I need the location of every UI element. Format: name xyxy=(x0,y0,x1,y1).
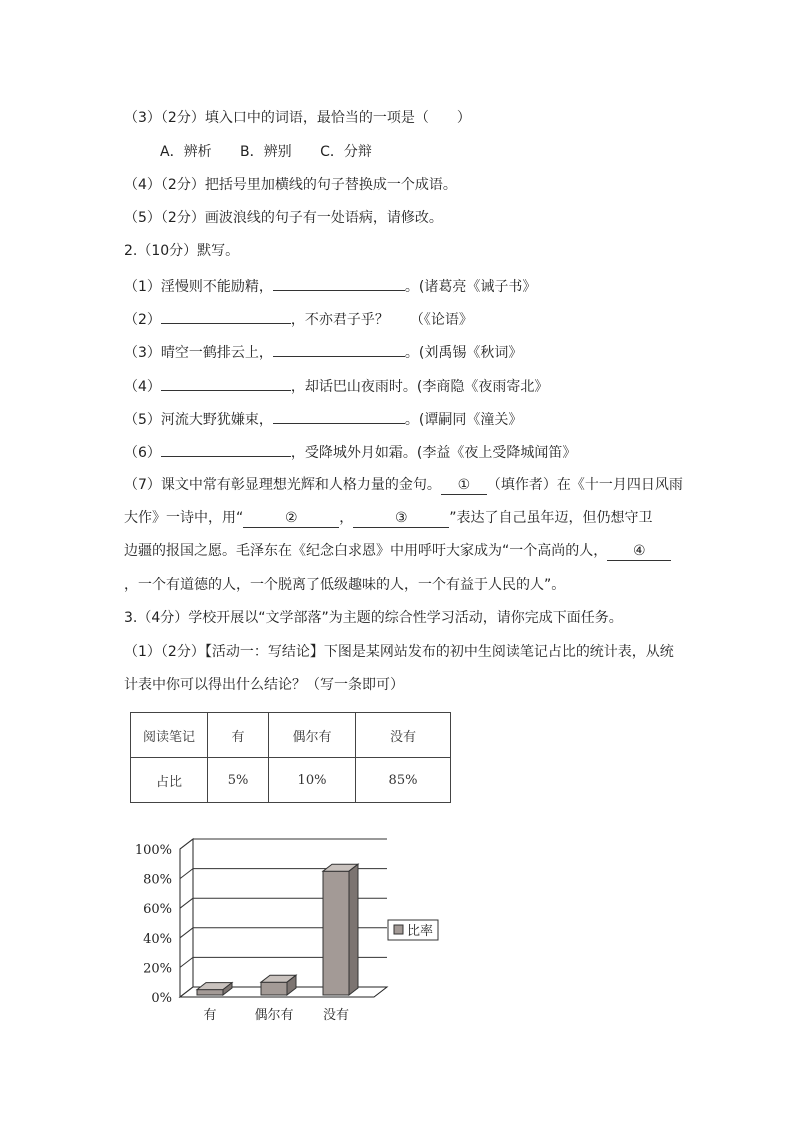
q2-item-2-pre: （2） xyxy=(124,312,161,328)
q2-item-1 xyxy=(124,275,536,297)
answer-blank-6[interactable] xyxy=(161,441,291,457)
option-a: A．辨析 xyxy=(160,144,212,160)
table-cell: 5% xyxy=(208,758,269,803)
y-tick-label: 0% xyxy=(151,991,172,1006)
q2-item-7-line3 xyxy=(124,541,671,561)
q2-item-7-l2-post: ”表达了自己虽年迈，但仍想守卫 xyxy=(449,510,653,526)
y-tick-label: 80% xyxy=(143,872,172,888)
table-cell: 85% xyxy=(356,758,451,803)
answer-blank-7-4[interactable]: ④ xyxy=(607,542,671,561)
reading-notes-chart xyxy=(128,832,458,1027)
answer-blank-4[interactable] xyxy=(161,375,291,391)
table-row xyxy=(131,758,451,803)
answer-blank-5[interactable] xyxy=(273,408,405,424)
y-tick-label: 20% xyxy=(143,961,172,977)
table-header-cell: 没有 xyxy=(356,713,451,758)
q2-item-3-pre: （3）晴空一鹤排云上， xyxy=(124,345,273,361)
q2-item-1-post: 。(诸葛亮《诫子书》 xyxy=(404,279,537,295)
q3-title: 3.（4分）学校开展以“文学部落”为主题的综合性学习活动，请你完成下面任务。 xyxy=(124,610,623,626)
q2-item-3 xyxy=(124,341,522,363)
q2-item-7-l2-mid: ， xyxy=(339,510,354,526)
table-cell: 10% xyxy=(269,758,356,803)
q2-item-7-l3-pre: 边疆的报国之愿。毛泽东在《纪念白求恩》中用呼吁大家成为“一个高尚的人， xyxy=(124,543,608,559)
q3-sub1-line1: （1）（2分）【活动一：写结论】下图是某网站发布的初中生阅读笔记占比的统计表，从统 xyxy=(124,644,674,660)
q2-item-5-post: 。(谭嗣同《潼关》 xyxy=(404,412,523,428)
q2-item-5-pre: （5）河流大野犹嫌束， xyxy=(124,412,273,428)
q1-options xyxy=(160,142,372,162)
q2-item-4 xyxy=(124,375,548,397)
q1-sub4: （4）（2分）把括号里加横线的句子替换成一个成语。 xyxy=(124,177,457,193)
y-tick-label: 60% xyxy=(143,902,172,918)
table-header-cell: 有 xyxy=(208,713,269,758)
y-tick-label: 40% xyxy=(143,931,172,947)
q2-item-7-l2-pre: 大作》一诗中，用“ xyxy=(124,510,244,526)
reading-notes-table xyxy=(130,712,451,803)
q2-item-5 xyxy=(124,408,522,430)
q2-title: 2.（10分）默写。 xyxy=(124,243,240,259)
q2-item-2 xyxy=(124,308,473,330)
chart-side-wall xyxy=(180,839,193,997)
x-tick-label: 偶尔有 xyxy=(254,1008,294,1023)
bar xyxy=(261,982,287,995)
q2-item-2-post: ，不亦君子乎？ （《论语》 xyxy=(290,312,473,328)
y-tick-label: 100% xyxy=(134,843,172,858)
option-c: C．分辩 xyxy=(320,144,372,160)
q2-item-7-l1-post: （填作者）在《十一月四日风雨 xyxy=(486,477,683,493)
table-header-cell: 阅读笔记 xyxy=(131,713,208,758)
answer-blank-7-2[interactable]: ② xyxy=(243,509,339,528)
answer-blank-3[interactable] xyxy=(273,341,405,357)
legend-label: 比率 xyxy=(407,924,434,939)
q2-item-7-line1 xyxy=(124,475,683,495)
answer-blank-1[interactable] xyxy=(273,275,405,291)
table-header-cell: 偶尔有 xyxy=(269,713,356,758)
q2-item-4-pre: （4） xyxy=(124,379,161,395)
table-header-row xyxy=(131,713,451,758)
q3-sub1-line2: 计表中你可以得出什么结论？（写一条即可） xyxy=(124,677,404,693)
q2-item-4-post: ，却话巴山夜雨时。(李商隐《夜雨寄北》 xyxy=(290,379,549,395)
bar xyxy=(323,871,349,995)
q1-sub5: （5）（2分）画波浪线的句子有一处语病，请修改。 xyxy=(124,210,443,226)
table-cell: 占比 xyxy=(131,758,208,803)
q2-item-6 xyxy=(124,441,576,463)
x-tick-label: 有 xyxy=(203,1008,217,1023)
q2-item-3-post: 。(刘禹锡《秋词》 xyxy=(404,345,523,361)
option-b: B．辨别 xyxy=(240,144,292,160)
q2-item-6-post: ，受降城外月如霜。(李益《夜上受降城闻笛》 xyxy=(290,445,577,461)
q1-sub3: （3）（2分）填入口中的词语，最恰当的一项是（ ） xyxy=(124,110,471,126)
answer-blank-2[interactable] xyxy=(161,308,291,324)
bar xyxy=(197,990,223,995)
q2-item-7-line2 xyxy=(124,508,653,528)
bar-side xyxy=(349,864,358,995)
q2-item-7-l1-pre: （7）课文中常有彰显理想光辉和人格力量的金句。 xyxy=(124,477,441,493)
answer-blank-7-1[interactable]: ① xyxy=(441,476,487,495)
x-tick-label: 没有 xyxy=(322,1008,350,1023)
answer-blank-7-3[interactable]: ③ xyxy=(353,509,449,528)
q2-item-6-pre: （6） xyxy=(124,445,161,461)
q2-item-7-line4: ，一个有道德的人，一个脱离了低级趣味的人，一个有益于人民的人”。 xyxy=(124,577,566,593)
q2-item-1-pre: （1）淫慢则不能励精， xyxy=(124,279,273,295)
legend-swatch xyxy=(394,925,403,934)
